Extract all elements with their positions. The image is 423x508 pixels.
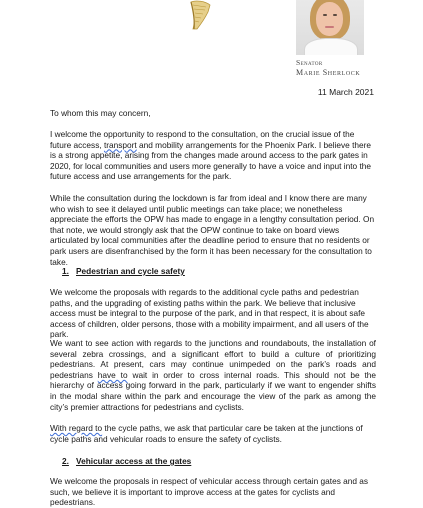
harp-emblem-icon [187,0,213,30]
paragraph-intro: I welcome the opportunity to respond to the consultation, on the crucial issue of the future access, transport and mobility arrangements for the Phoenix Park. I believe there is a strong appetite, arising from the changes made around access to the park gates in 2020, for local communities and users more generally to have a voice and input into the future access and use arrangements for the park. [50,129,372,182]
salutation: To whom this may concern, [50,108,151,118]
paragraph-consultation: While the consultation during the lockdown is far from ideal and I know there are many who wish to see it delayed until public meetings can take place; we nonetheless appreciate the efforts the OPW has made to engage in a lengthy consultation period. On that note, we would strongly ask that the OPW continue to take on board views articulated by local communities after the deadline period to ensure that no residents or park users are disenfranchised by the form it has been necessary for the consultation to take. [50,193,375,267]
paragraph-cycle-paths: With regard to the cycle paths, we ask that particular care be taken at the junctions of cycle paths and vehicular roads to ensure the safety of cyclists. [50,423,363,444]
paragraph-gates: We welcome the proposals in respect of vehicular access through certain gates and as such, we believe it is important to improve access at the gates for cyclists and pedestrians. [50,476,369,508]
heading-vehicular-access: 2. Vehicular access at the gates [62,456,192,466]
heading-pedestrian-cycle-safety: 1. Pedestrian and cycle safety [62,266,185,276]
letter-date: 11 March 2021 [317,87,374,97]
senator-name: Marie Sherlock [296,68,361,77]
senator-name-block [296,58,416,78]
senator-title: Senator [296,58,323,67]
senator-photo [296,0,364,55]
paragraph-paths: We welcome the proposals with regards to the additional cycle paths and pedestrian paths, and the upgrading of existing paths within the park. We believe that inclusive access must be integral to the purpose of the park, and in that respect, it is about safe access of children, older persons, those with a mobility impairment, and all users of the park. [50,287,369,340]
paragraph-junctions: We want to see action with regards to the junctions and roundabouts, the installation of several zebra crossings, and a significant effort to build a culture of prioritizing pedestrians. At present, cars may continue unimpeded on the park’s roads and pedestrians have to wait in order to cross internal roads. This should not be the hierarchy of access going forward in the park, particularly if we want to engender shifts in the modal share within the park and encourage the view of the park as among the city’s premier attractions for pedestrians and cyclists. [50,338,377,412]
